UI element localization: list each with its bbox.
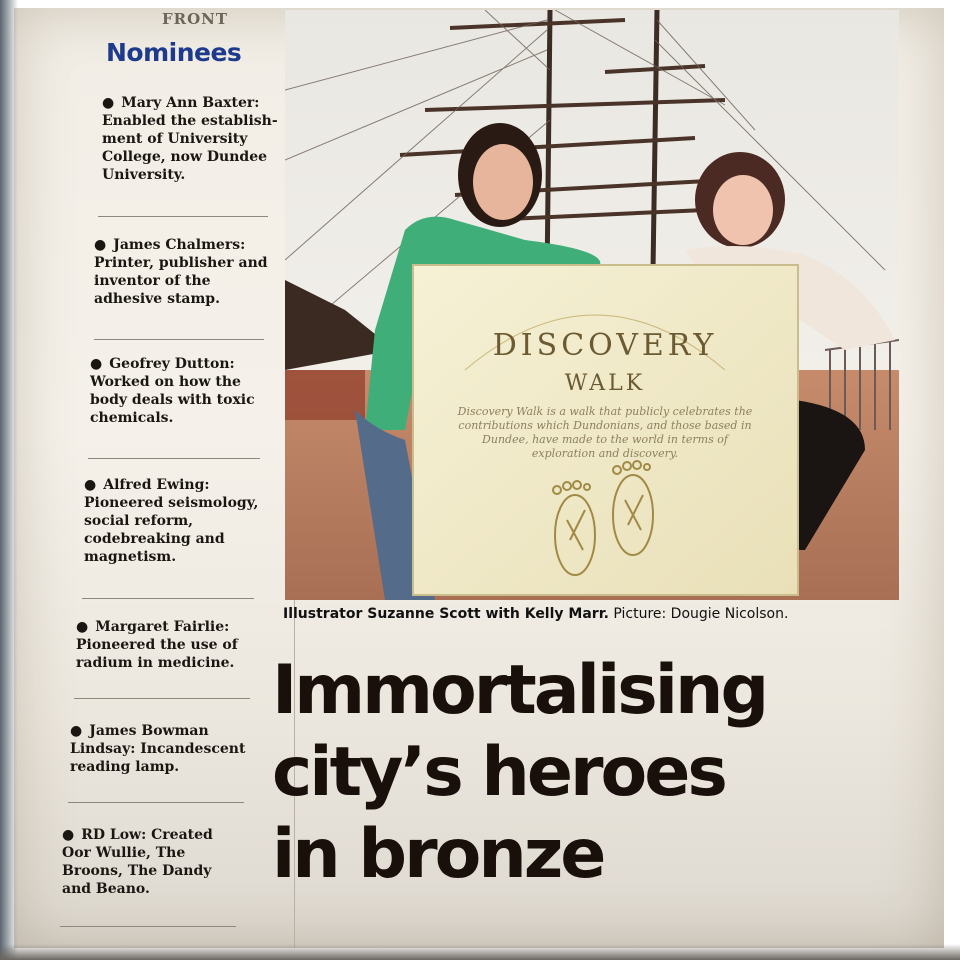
divider <box>68 802 244 803</box>
nominee-text: Mary Ann Baxter: Enabled the establish-ment of University College, now Dundee University. <box>102 95 278 183</box>
divider <box>74 698 250 699</box>
headline-line-3: in bronze <box>272 815 604 894</box>
nominees-sidebar <box>54 30 295 948</box>
nominee-text: James Chalmers: Printer, publisher and inventor of the adhesive stamp. <box>94 237 268 307</box>
divider <box>98 216 268 217</box>
caption-bold: Illustrator Suzanne Scott with Kelly Marr. <box>283 606 609 622</box>
bullet-icon: ● <box>70 723 83 739</box>
nominee-item <box>62 826 242 898</box>
bullet-icon: ● <box>76 619 89 635</box>
nominee-text: Margaret Fairlie: Pioneered the use of radium in medicine. <box>76 619 238 671</box>
nominee-text: Geofrey Dutton: Worked on how the body deals with toxic chemicals. <box>90 356 255 426</box>
sign-body-box <box>455 405 755 485</box>
nominee-text: Alfred Ewing: Pioneered seismology, social reform, codebreaking and magnetism. <box>84 477 259 565</box>
headline-line-1: Immortalising <box>272 651 767 730</box>
paper-bottom-shadow <box>0 944 960 960</box>
nominee-item <box>84 476 269 566</box>
bullet-icon: ● <box>90 356 103 372</box>
divider <box>88 458 260 459</box>
photo-illustration <box>285 10 899 600</box>
dock-structure <box>285 370 365 420</box>
nominee-text: RD Low: Created Oor Wullie, The Broons, The Dandy and Beano. <box>62 827 213 897</box>
sign-body: Discovery Walk is a walk that publicly celebrates the contributions which Dundonians, and those based in Dundee, have made to the world in terms of exploration and discovery. <box>457 405 753 460</box>
nominee-item <box>102 94 287 184</box>
sign-title: DISCOVERY <box>492 328 718 363</box>
face-right <box>713 175 773 245</box>
bullet-icon: ● <box>94 237 107 253</box>
headline <box>272 650 912 896</box>
bullet-icon: ● <box>62 827 75 843</box>
nominee-item <box>70 722 260 776</box>
headline-line-2: city’s heroes <box>272 733 725 812</box>
nominee-item <box>90 355 275 427</box>
bullet-icon: ● <box>102 95 115 111</box>
divider <box>94 339 264 340</box>
section-kicker: FRONT <box>162 10 229 28</box>
sidebar-title: Nominees <box>106 38 242 67</box>
divider <box>82 598 254 599</box>
photograph <box>285 10 899 600</box>
photo-caption <box>283 606 788 622</box>
caption-credit: Picture: Dougie Nicolson. <box>608 606 789 622</box>
nominee-text: James Bowman Lindsay: Incandescent reading lamp. <box>70 723 246 775</box>
nominee-item <box>76 618 266 672</box>
paper-edge-shadow <box>0 0 18 960</box>
face-left <box>473 144 533 220</box>
sign-subtitle: WALK <box>564 371 646 396</box>
divider <box>60 926 236 927</box>
bullet-icon: ● <box>84 477 97 493</box>
nominee-item <box>94 236 279 308</box>
